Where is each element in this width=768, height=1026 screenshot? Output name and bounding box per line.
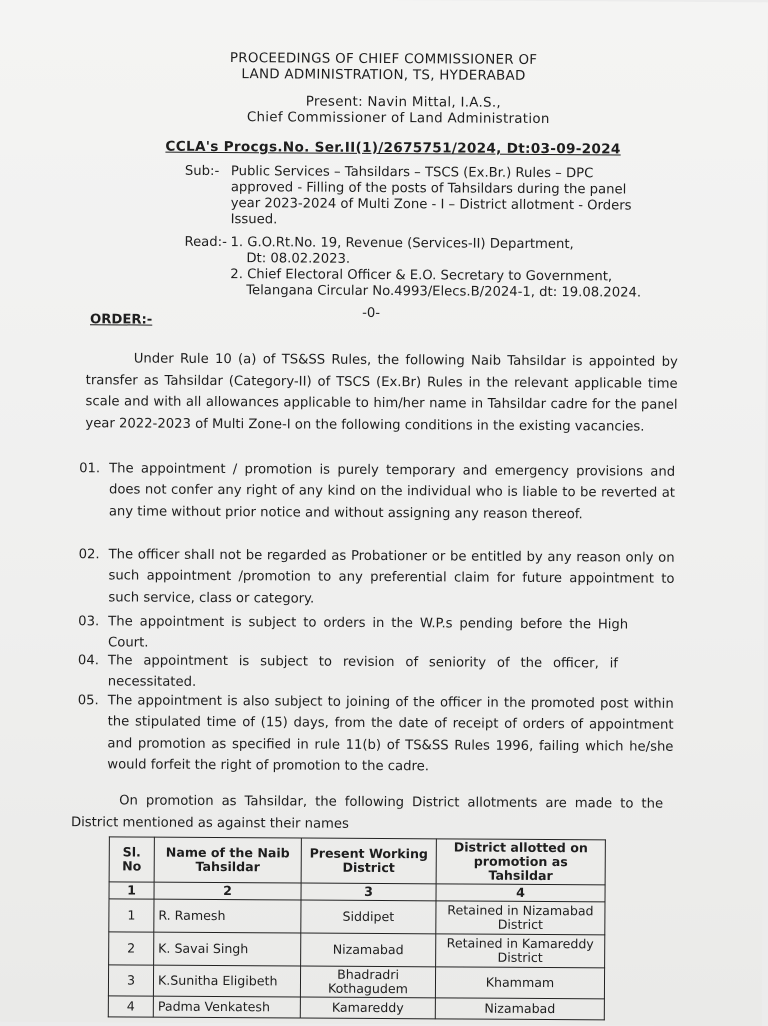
header-allotted-district: District allotted on promotion as Tahsildar [436, 839, 605, 885]
table-row [108, 965, 604, 999]
subject-line-3: year 2023-2024 of Multi Zone - I – District allotment - Orders [230, 196, 632, 214]
condition-number: 02. [78, 547, 100, 563]
condition-text: The officer shall not be regarded as Probationer or be entitled by any reason only on such appointment /promotion to any preferential claim for future appointment to such service, class or category. [108, 547, 675, 607]
header-line-2: LAND ADMINISTRATION, TS, HYDERABAD [241, 67, 526, 84]
header-sl-no: Sl. No [109, 837, 154, 882]
table-cell: 1 [109, 899, 154, 932]
condition-text: The appointment / promotion is purely temporary and emergency provisions and does not confer any right of any kind on the individual who is liable to be reverted at any time without prior notice and without assigning any reason thereof. [108, 461, 676, 522]
allotment-intro-text: On promotion as Tahsildar, the following District allotments are made to the District mentioned as against their names [70, 793, 664, 832]
condition-number: 05. [77, 693, 99, 709]
condition-item [78, 544, 674, 612]
table-cell: K.Sunitha Eligibeth [153, 965, 300, 997]
condition-text: The appointment is also subject to joining of the officer in the promoted post within the stipulated time of (15) days, from the date of receipt of orders of appointment and promotion as specified in rule 11(b) of TS&SS Rules 1996, failing which he/she would forfeit the right of promotion to the cadre. [107, 693, 674, 775]
table-cell: 4 [108, 996, 153, 1017]
table-cell: 2 [154, 882, 301, 900]
condition-item [78, 650, 674, 696]
table-cell: K. Savai Singh [154, 932, 301, 966]
table-row [109, 899, 605, 935]
header-name: Name of the Naib Tahsildar [154, 837, 301, 883]
table-cell: Khammam [435, 967, 604, 999]
header-line-1: PROCEEDINGS OF CHIEF COMMISSIONER OF [229, 51, 538, 68]
table-cell: Retained in Nizamabad District [436, 901, 605, 935]
subject-line-1: Public Services – Tahsildars – TSCS (Ex.Br.) Rules – DPC [230, 164, 594, 182]
condition-item [77, 690, 674, 779]
table-cell: 3 [108, 965, 153, 996]
read-label: Read:- [184, 234, 227, 251]
order-paragraph [85, 348, 678, 438]
table-cell: 1 [109, 882, 154, 899]
table-row [109, 932, 605, 968]
condition-number: 04. [77, 653, 99, 669]
read-line-4: Telangana Circular No.4993/Elecs.B/2024-1, dt: 19.08.2024. [246, 283, 642, 301]
allotment-intro [71, 790, 663, 837]
allotment-table [108, 836, 606, 1020]
table-cell: Padma Venkatesh [153, 996, 300, 1018]
condition-text: The appointment is subject to revision of seniority of the officer, if necessitated. [107, 653, 618, 691]
table-row [108, 996, 604, 1020]
order-heading: ORDER:- [89, 312, 153, 328]
header-present-district: Present Working District [301, 838, 436, 884]
condition-number: 03. [78, 614, 100, 630]
table-cell: Kamareddy [300, 997, 435, 1019]
read-line-3: 2. Chief Electoral Officer & E.O. Secretary to Government, [230, 267, 613, 285]
table-header-row [109, 837, 605, 885]
table-cell: Bhadradri Kothagudem [300, 966, 435, 998]
table-cell: Nizamabad [301, 933, 436, 967]
present-line-2: Chief Commissioner of Land Administration [246, 110, 550, 128]
subject-line-4: Issued. [230, 212, 278, 228]
condition-item [79, 458, 675, 526]
table-cell: Siddipet [301, 900, 436, 934]
order-paragraph-text: Under Rule 10 (a) of TS&SS Rules, the following Naib Tahsildar is appointed by transfer as Tahsildar (Category-II) of TSCS (Ex.Br) Rules in the relevant applicable time scale and with all allowances applicable to him/her name in Tahsildar cadre for the panel year 2022-2023 of Multi Zone-I on the following conditions in the existing vacancies. [85, 351, 678, 435]
proceedings-number: CCLA's Procgs.No. Ser.II(1)/2675751/2024, Dt:03-09-2024 [165, 138, 621, 158]
read-line-1: 1. G.O.Rt.No. 19, Revenue (Services-II) Department, [230, 235, 574, 253]
table-cell: 3 [301, 883, 436, 901]
subject-label: Sub:- [184, 163, 220, 179]
table-cell: Retained in Kamareddy District [436, 934, 605, 968]
condition-text: The appointment is subject to orders in the W.P.s pending before the High Court. [108, 614, 629, 651]
condition-number: 01. [79, 461, 101, 477]
table-cell: 2 [109, 932, 154, 965]
read-line-2: Dt: 08.02.2023. [246, 251, 351, 267]
table-cell: R. Ramesh [154, 899, 301, 933]
separator: -0- [362, 305, 381, 321]
subject-line-2: approved - Filling of the posts of Tahsildars during the panel [230, 180, 627, 198]
table-cell: Nizamabad [435, 998, 604, 1020]
present-line-1: Present: Navin Mittal, I.A.S., [305, 94, 502, 111]
table-cell: 4 [436, 884, 605, 902]
